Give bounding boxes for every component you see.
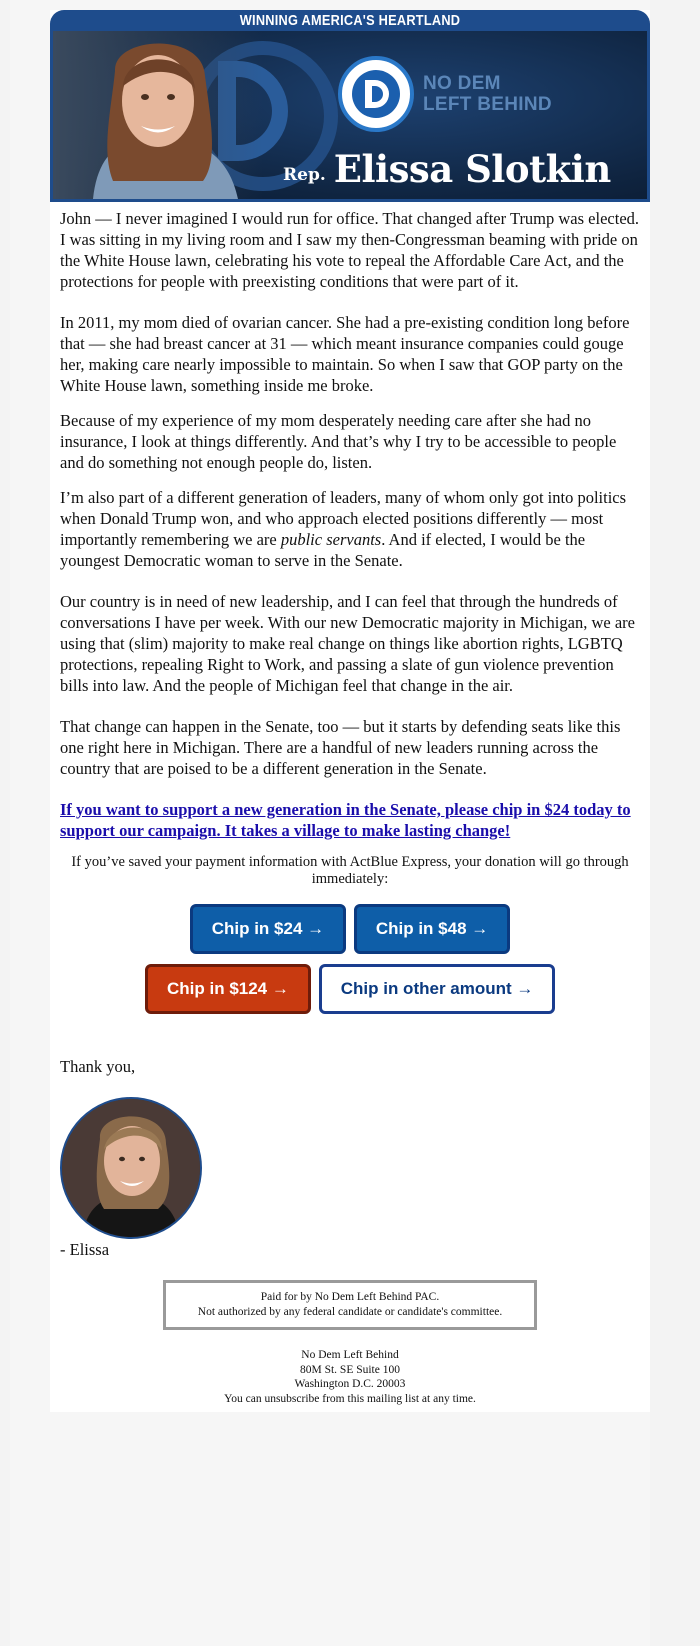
candidate-name: Rep. Elissa Slotkin (283, 147, 611, 191)
signature-block (60, 1056, 640, 1260)
paragraph: In 2011, my mom died of ovarian cancer. She had a pre-existing condition long before that — she had breast cancer at 31 — which meant insurance companies could gouge her, making care nearly impossible to maintain. So when I saw that GOP party on the White House lawn, something inside me broke. (60, 313, 630, 395)
avatar-photo (62, 1099, 200, 1237)
city-address: Washington D.C. 20003 (294, 1378, 406, 1390)
actblue-express-note: If you’ve saved your payment information with ActBlue Express, your donation will go through immediately: (71, 854, 629, 887)
no-dem-logo-icon (338, 56, 414, 132)
thanks-text: Thank you, (60, 1057, 136, 1076)
header-banner (50, 10, 650, 202)
chip-124-button[interactable]: Chip in $124 → (145, 964, 311, 1014)
banner-tagline: WINNING AMERICA'S HEARTLAND (239, 12, 461, 29)
unsubscribe-text[interactable]: You can unsubscribe from this mailing list at any time. (224, 1392, 476, 1405)
not-authorized-text: Not authorized by any federal candidate or candidate's committee. (197, 1306, 503, 1318)
paragraph: That change can happen in the Senate, too — but it starts by defending seats like this one right here in Michigan. There are a handful of new leaders running across the country that are poised to be a different generation in the Senate. (60, 717, 621, 778)
paragraph: I’m also part of a different generation of leaders, many of whom only got into politics when Donald Trump won, and who approach elected positions differently — most importantly remembering we are public servants. And if elected, I would be the youngest Democratic woman to serve in the Senate. (60, 488, 627, 570)
email-content (50, 202, 650, 1260)
paragraph: Because of my experience of my mom desperately needing care after she had no insurance, I look at things differently. And that’s why I try to be accessible to people and do something not enough people do, listen. (60, 411, 617, 472)
chip-other-amount-button[interactable]: Chip in other amount → (319, 964, 555, 1014)
paragraph: John — I never imagined I would run for office. That changed after Trump was elected. I was sitting in my living room and I saw my then-Congressman beaming with pride on the White House lawn, celebrating his vote to repeal the Affordable Care Act, and the protections for people with preexisting conditions that were part of it. (60, 209, 640, 291)
chip-24-button[interactable]: Chip in $24 → (190, 904, 346, 954)
disclaimer-box (163, 1280, 537, 1330)
avatar (60, 1097, 202, 1239)
button-row-2 (60, 964, 640, 1014)
candidate-photo (53, 31, 263, 199)
street-address: 80M St. SE Suite 100 (299, 1363, 400, 1376)
email-page (10, 0, 650, 1646)
email-body (50, 10, 650, 1412)
org-name: No Dem Left Behind (301, 1349, 399, 1361)
donate-cta-link[interactable]: If you want to support a new generation in the Senate, please chip in $24 today to support our campaign. It takes a village to make lasting change! (60, 800, 631, 840)
footer-address (50, 1330, 650, 1412)
signoff-text: - Elissa (60, 1240, 110, 1259)
button-row-1 (60, 904, 640, 954)
paragraph: Our country is in need of new leadership, and I can feel that through the hundreds of conversations I have per week. With our new Democratic majority in Michigan, we are using that (slim) majority to make real change on things like abortion rights, LGBTQ protections, repealing Right to Work, and passing a slate of gun violence prevention bills into law. And the people of Michigan feel that change in the air. (60, 592, 635, 695)
banner-panel (53, 31, 647, 199)
logo-wordmark: NO DEM LEFT BEHIND (423, 73, 552, 115)
paid-for-text: Paid for by No Dem Left Behind PAC. (260, 1291, 440, 1303)
chip-48-button[interactable]: Chip in $48 → (354, 904, 510, 954)
